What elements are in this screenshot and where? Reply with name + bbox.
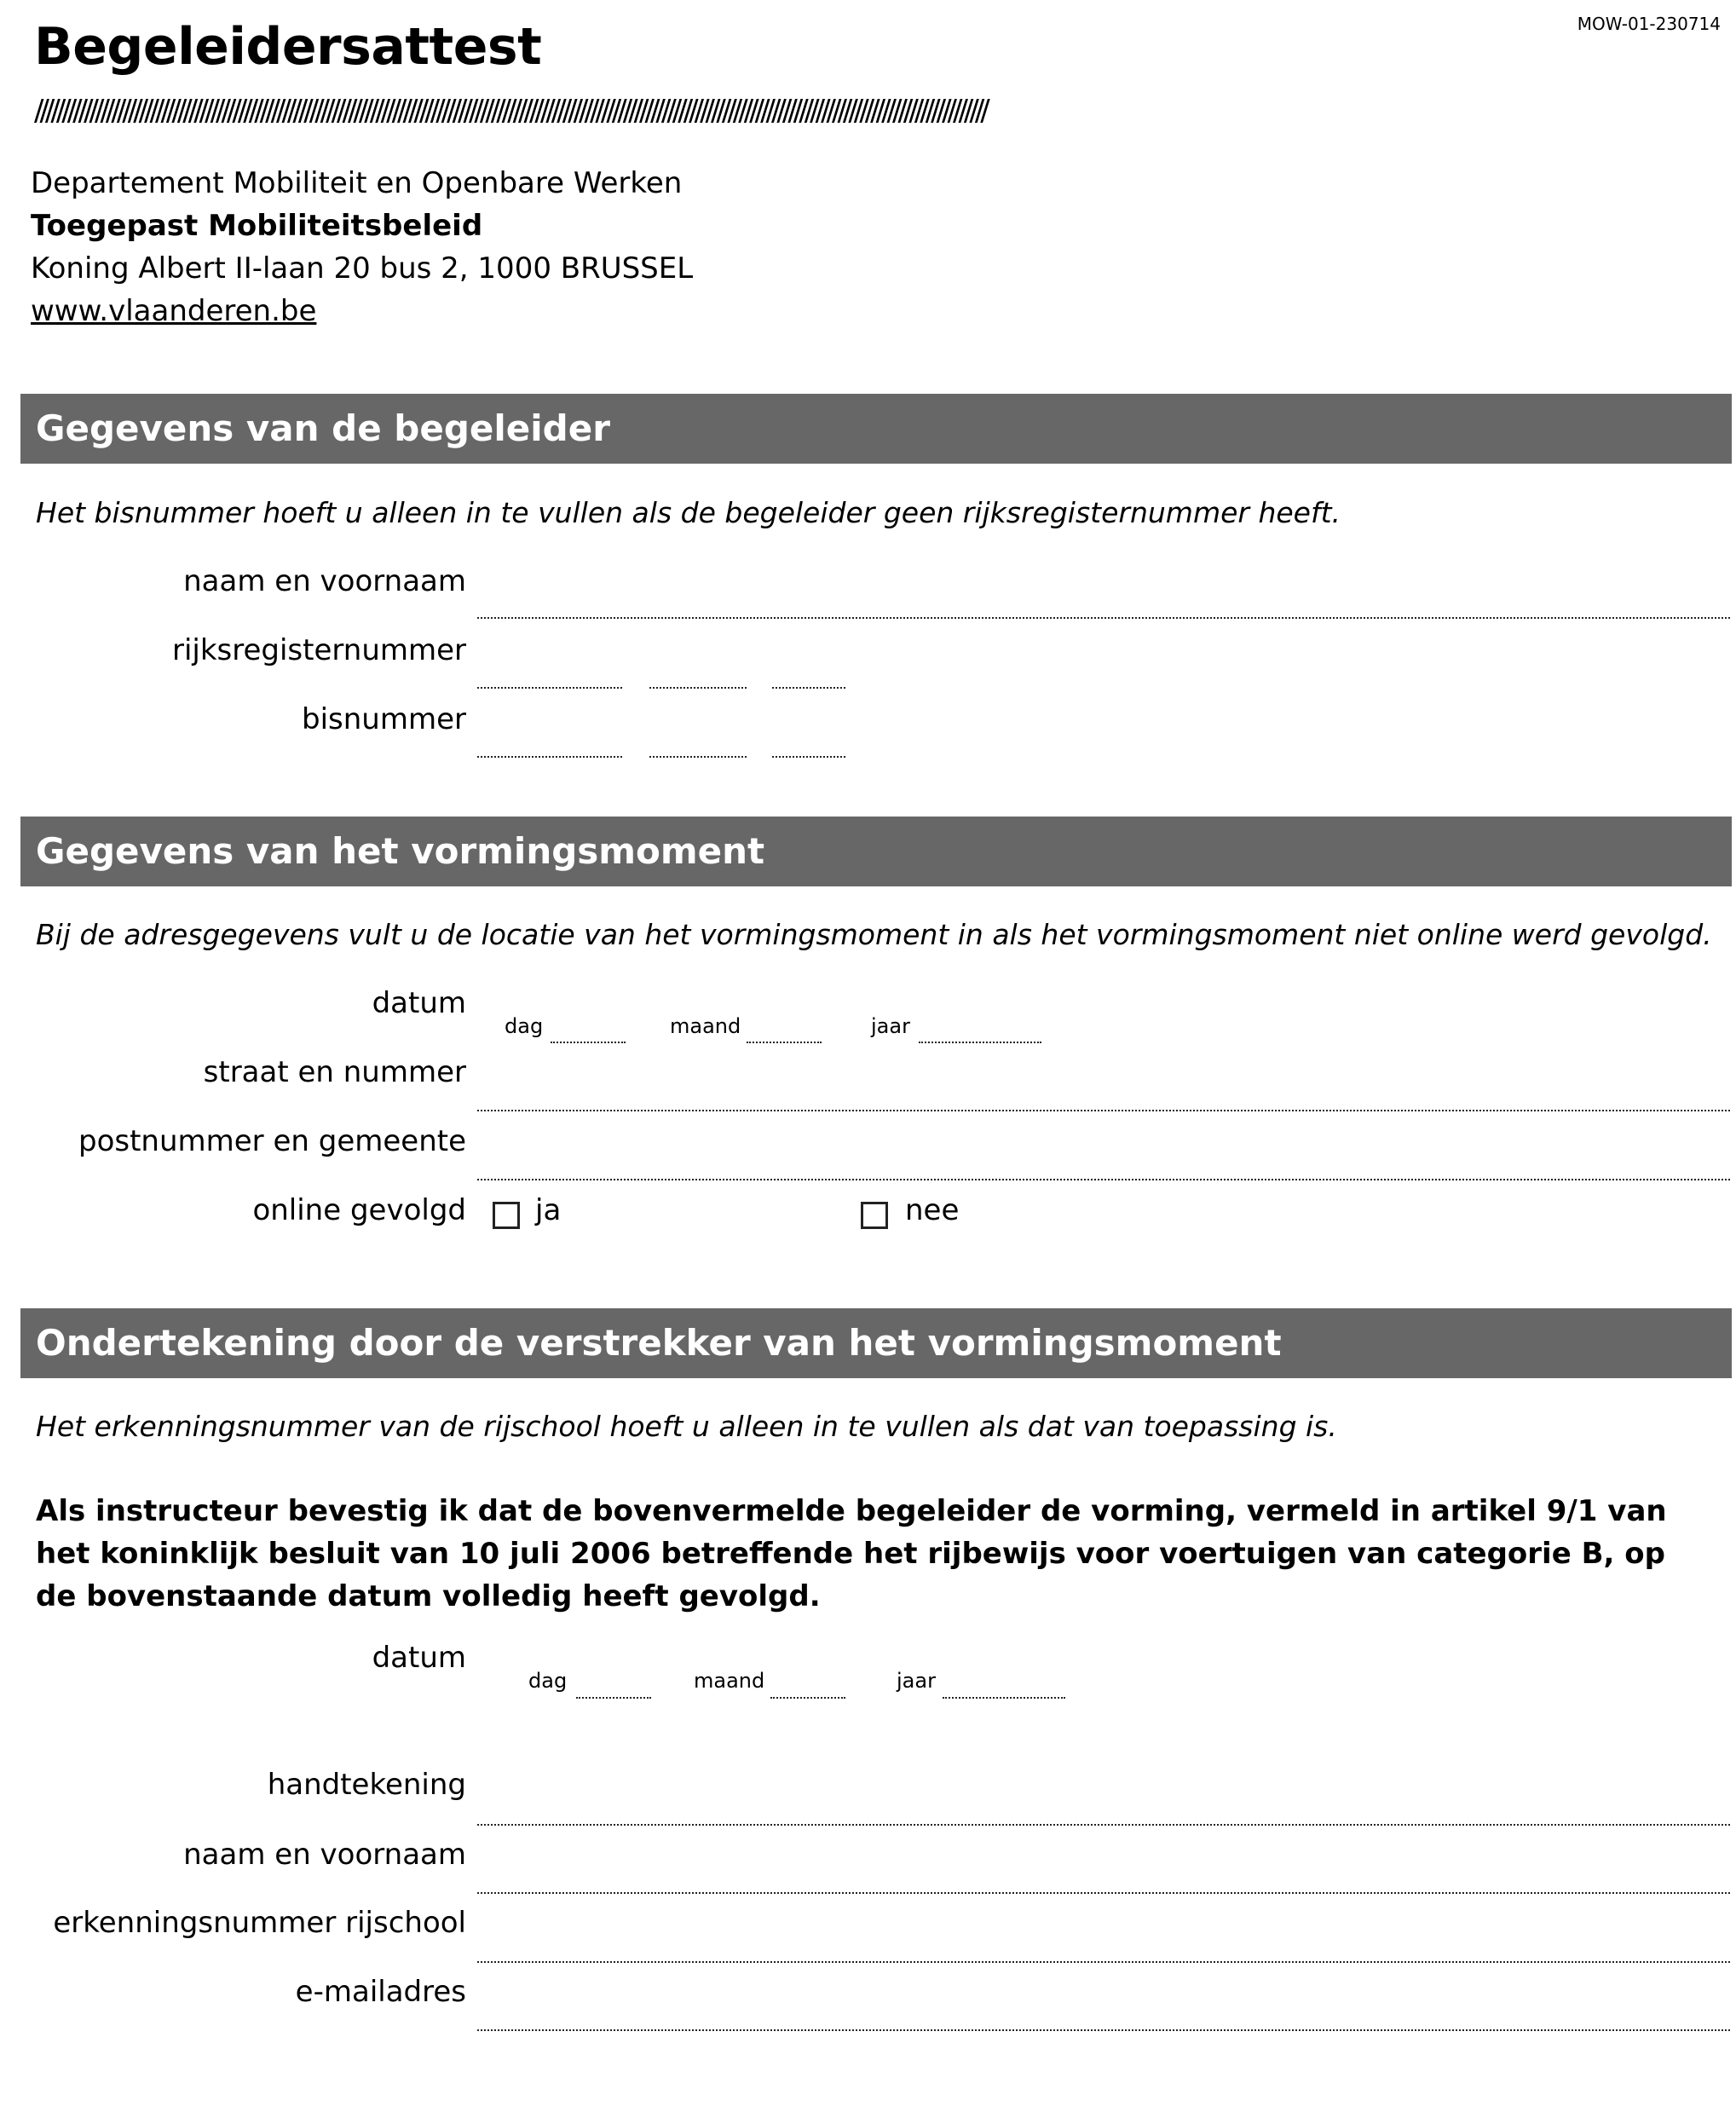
online-no-checkbox[interactable] (861, 1202, 888, 1229)
section1-intro: Het bisnummer hoeft u alleen in te vullen als de begeleider geen rijksregisternummer heeft. (36, 496, 1341, 529)
section3-intro: Het erkenningsnummer van de rijschool hoeft u alleen in te vullen als dat van toepassing is. (36, 1410, 1337, 1443)
signing-year-label: jaar (897, 1669, 936, 1693)
bis-field-part1[interactable] (477, 756, 622, 758)
year-label: jaar (871, 1014, 910, 1038)
online-yes-checkbox[interactable] (493, 1202, 520, 1229)
section-heading-begeleider: Gegevens van de begeleider (20, 394, 1732, 464)
signing-day-field[interactable] (576, 1697, 651, 1699)
department-name: Departement Mobiliteit en Openbare Werken (31, 166, 683, 200)
signature-field[interactable] (477, 1824, 1730, 1826)
email-field[interactable] (477, 2029, 1730, 2031)
rrn-field-part2[interactable] (649, 687, 747, 689)
section-heading-ondertekening: Ondertekening door de verstrekker van het vormingsmoment (20, 1308, 1732, 1378)
bis-field-part2[interactable] (649, 756, 747, 758)
document-code: MOW-01-230714 (1577, 14, 1721, 34)
rrn-field-part3[interactable] (772, 687, 845, 689)
online-no-label: nee (905, 1193, 960, 1227)
rrn-field-part1[interactable] (477, 687, 622, 689)
email-label: e-mailadres (295, 1975, 466, 2009)
rrn-label: rijksregisternummer (171, 633, 466, 667)
website-link[interactable]: www.vlaanderen.be (31, 294, 317, 328)
day-field[interactable] (551, 1042, 626, 1043)
name-field[interactable] (477, 617, 1730, 619)
postal-label: postnummer en gemeente (78, 1124, 466, 1158)
street-label: straat en nummer (203, 1055, 466, 1089)
online-yes-label: ja (535, 1193, 562, 1227)
instructor-statement: Als instructeur bevestig ik dat de bovenvermelde begeleider de vorming, vermeld in artikel 9/1 van het koninklijk besluit van 10 juli 2006 betreffende het rijbewijs voor voertuigen van categorie B, op de bovenstaande datum volledig heeft gevolgd. (36, 1494, 1667, 1613)
day-label: dag (505, 1014, 544, 1038)
instructor-name-field[interactable] (477, 1892, 1730, 1894)
month-label: maand (670, 1014, 741, 1038)
signing-day-label: dag (528, 1669, 568, 1693)
signing-month-field[interactable] (770, 1697, 845, 1699)
postal-field[interactable] (477, 1179, 1730, 1180)
section-heading-vormingsmoment: Gegevens van het vormingsmoment (20, 817, 1732, 886)
month-field[interactable] (747, 1042, 822, 1043)
document-title: Begeleidersattest (34, 17, 542, 77)
online-label: online gevolgd (252, 1193, 466, 1227)
recognition-label: erkenningsnummer rijschool (53, 1906, 466, 1940)
signing-month-label: maand (694, 1669, 765, 1693)
bis-label: bisnummer (302, 702, 466, 736)
street-field[interactable] (477, 1110, 1730, 1111)
name-label: naam en voornaam (183, 564, 466, 598)
bis-field-part3[interactable] (772, 756, 845, 758)
instructor-name-label: naam en voornaam (183, 1838, 466, 1872)
date-label: datum (372, 986, 466, 1020)
section2-intro: Bij de adresgegevens vult u de locatie van het vormingsmoment in als het vormingsmoment niet online werd gevolgd. (36, 918, 1712, 951)
year-field[interactable] (919, 1042, 1041, 1043)
address: Koning Albert II-laan 20 bus 2, 1000 BRUSSEL (31, 251, 694, 286)
recognition-field[interactable] (477, 1961, 1730, 1963)
signing-date-label: datum (372, 1641, 466, 1675)
signing-year-field[interactable] (943, 1697, 1065, 1699)
signature-label: handtekening (267, 1768, 466, 1802)
slash-divider: ///////////////////////////////////////////////////////////////////////////////////////////////////////////////////////////////////////////////////////////////////////////// (34, 94, 986, 128)
division-name: Toegepast Mobiliteitsbeleid (31, 209, 483, 243)
organisation-block (31, 162, 693, 332)
